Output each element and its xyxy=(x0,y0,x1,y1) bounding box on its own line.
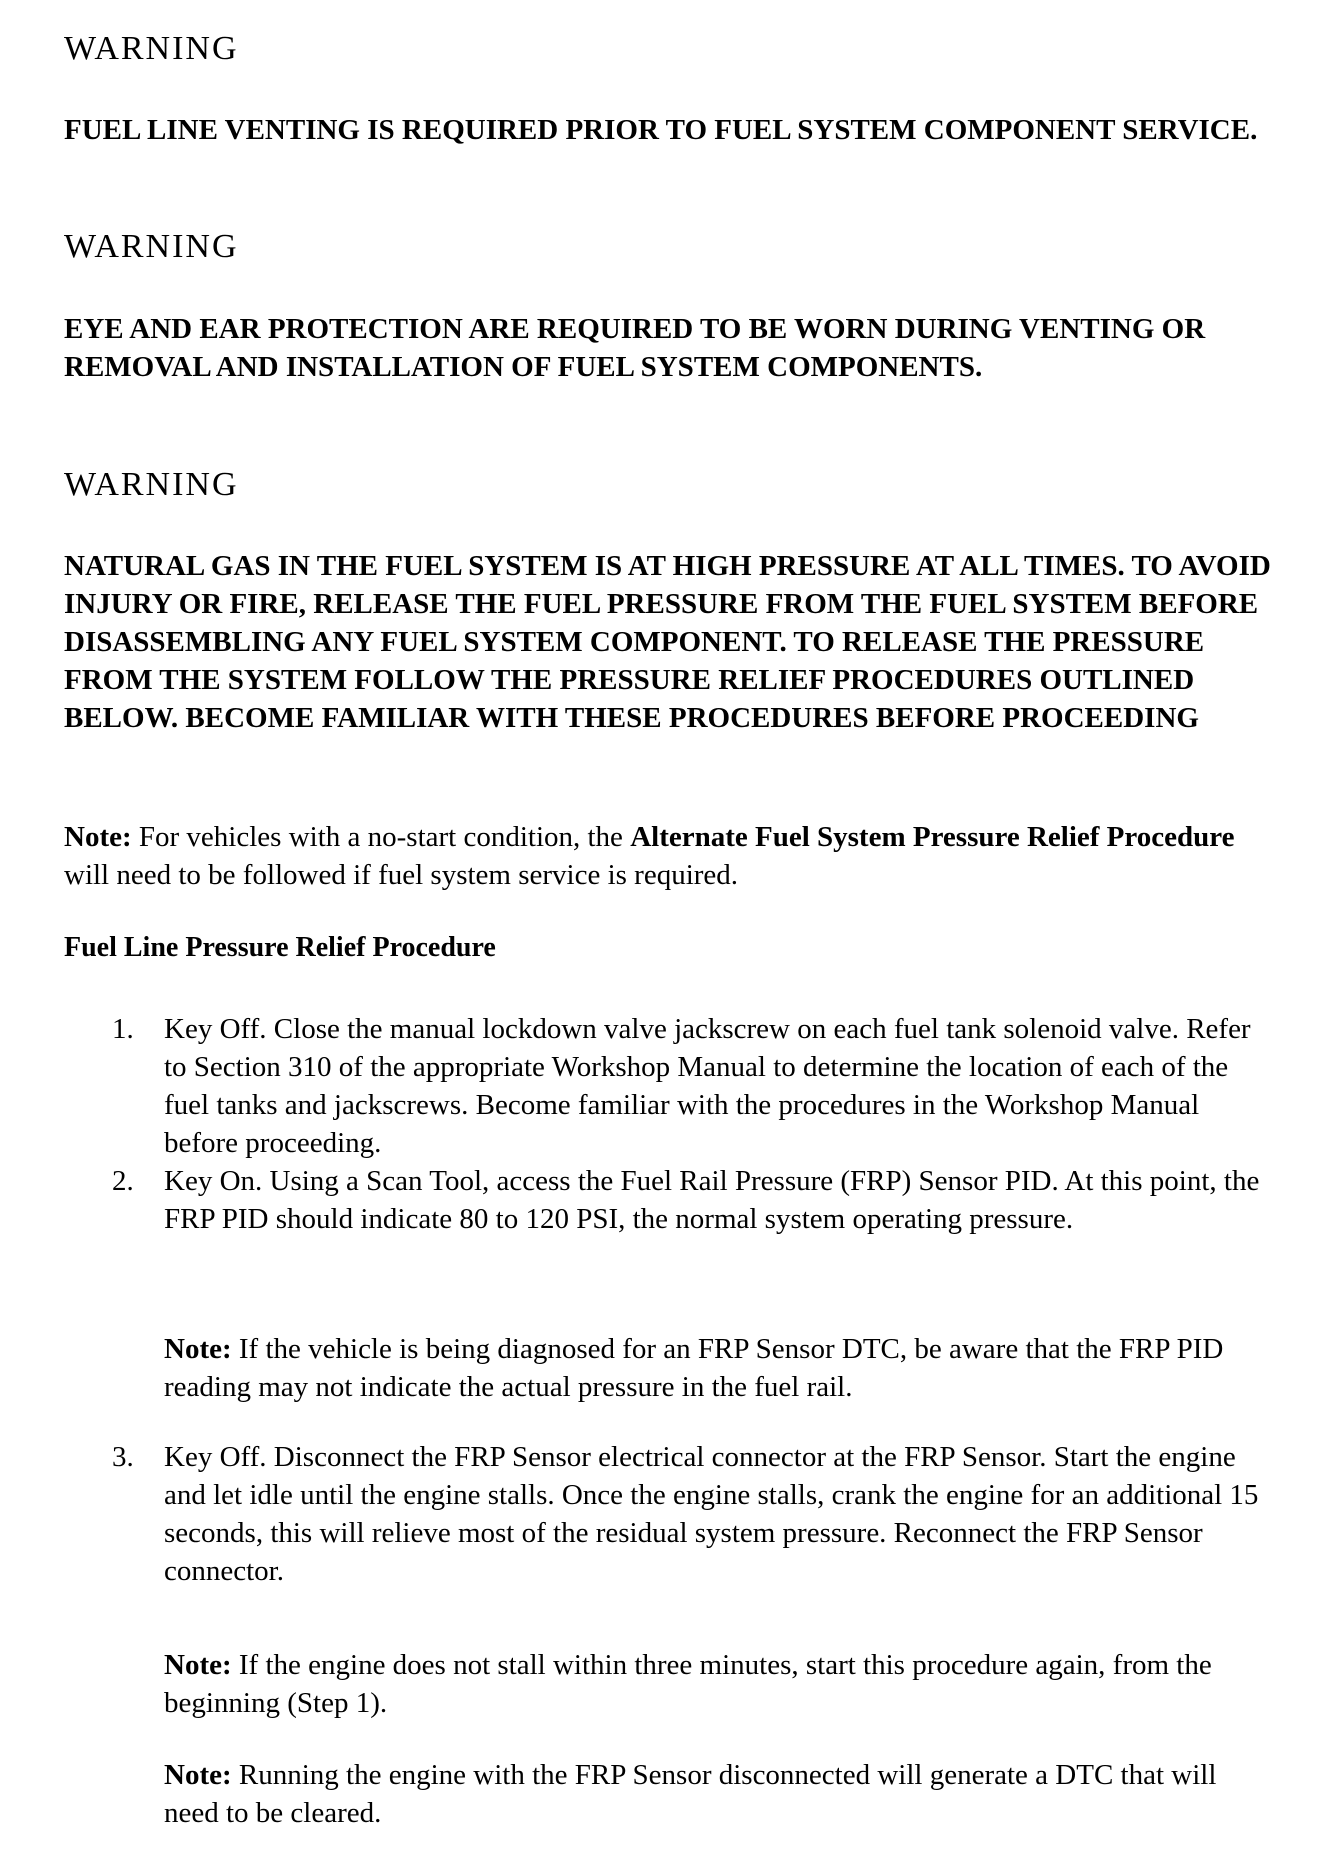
warning-title-2: WARNING xyxy=(64,228,239,265)
note-text: If the vehicle is being diagnosed for an FRP Sensor DTC, be aware that the FRP PID reading may not indicate the actual pressure in the fuel rail. xyxy=(164,1333,1224,1403)
note-label: Note: xyxy=(164,1333,232,1365)
step-number: 1. xyxy=(112,1013,134,1045)
note-text: will need to be followed if fuel system service is required. xyxy=(64,859,739,891)
warning-body-2: EYE AND EAR PROTECTION ARE REQUIRED TO BE WORN DURING VENTING OR REMOVAL AND INSTALLATION OF FUEL SYSTEM COMPONENTS. xyxy=(64,313,1206,383)
procedure-reference: Alternate Fuel System Pressure Relief Procedure xyxy=(630,821,1235,853)
warning-title-1: WARNING xyxy=(64,30,239,67)
note-label: Note: xyxy=(164,1649,232,1681)
intro-note xyxy=(64,818,1284,894)
step-number: 2. xyxy=(112,1165,134,1197)
step-text: Key Off. Close the manual lockdown valve jackscrew on each fuel tank solenoid valve. Refer to Section 310 of the appropriate Workshop Manual to determine the location of each of the fuel tanks and jackscrews. Become familiar with the procedures in the Workshop Manual before proceeding. xyxy=(164,1013,1251,1159)
warning-title-3: WARNING xyxy=(64,466,239,503)
note-text: If the engine does not stall within three minutes, start this procedure again, from the beginning (Step 1). xyxy=(164,1649,1212,1719)
note-text: Running the engine with the FRP Sensor disconnected will generate a DTC that will need to be cleared. xyxy=(164,1759,1217,1829)
step-note xyxy=(164,1756,1274,1832)
step-number: 3. xyxy=(112,1441,134,1473)
note-label: Note: xyxy=(64,821,132,853)
section-title: Fuel Line Pressure Relief Procedure xyxy=(64,932,496,963)
warning-body-1: FUEL LINE VENTING IS REQUIRED PRIOR TO FUEL SYSTEM COMPONENT SERVICE. xyxy=(64,114,1258,146)
step-note xyxy=(164,1330,1274,1406)
note-text: For vehicles with a no-start condition, the xyxy=(131,821,631,853)
step-text: Key Off. Disconnect the FRP Sensor electrical connector at the FRP Sensor. Start the engine and let idle until the engine stalls. Once the engine stalls, crank the engine for an additional 15 seconds, this will relieve most of the residual system pressure. Reconnect the FRP Sensor connector. xyxy=(164,1441,1259,1587)
warning-body-3: NATURAL GAS IN THE FUEL SYSTEM IS AT HIGH PRESSURE AT ALL TIMES. TO AVOID INJURY OR FIRE, RELEASE THE FUEL PRESSURE FROM THE FUEL SYSTEM BEFORE DISASSEMBLING ANY FUEL SYSTEM COMPONENT. TO RELEASE THE PRESSURE FROM THE SYSTEM FOLLOW THE PRESSURE RELIEF PROCEDURES OUTLINED BELOW. BECOME FAMILIAR WITH THESE PROCEDURES BEFORE PROCEEDING xyxy=(64,550,1271,734)
step-text: Key On. Using a Scan Tool, access the Fuel Rail Pressure (FRP) Sensor PID. At this point, the FRP PID should indicate 80 to 120 PSI, the normal system operating pressure. xyxy=(164,1165,1260,1235)
step-note xyxy=(164,1646,1274,1722)
note-label: Note: xyxy=(164,1759,232,1791)
